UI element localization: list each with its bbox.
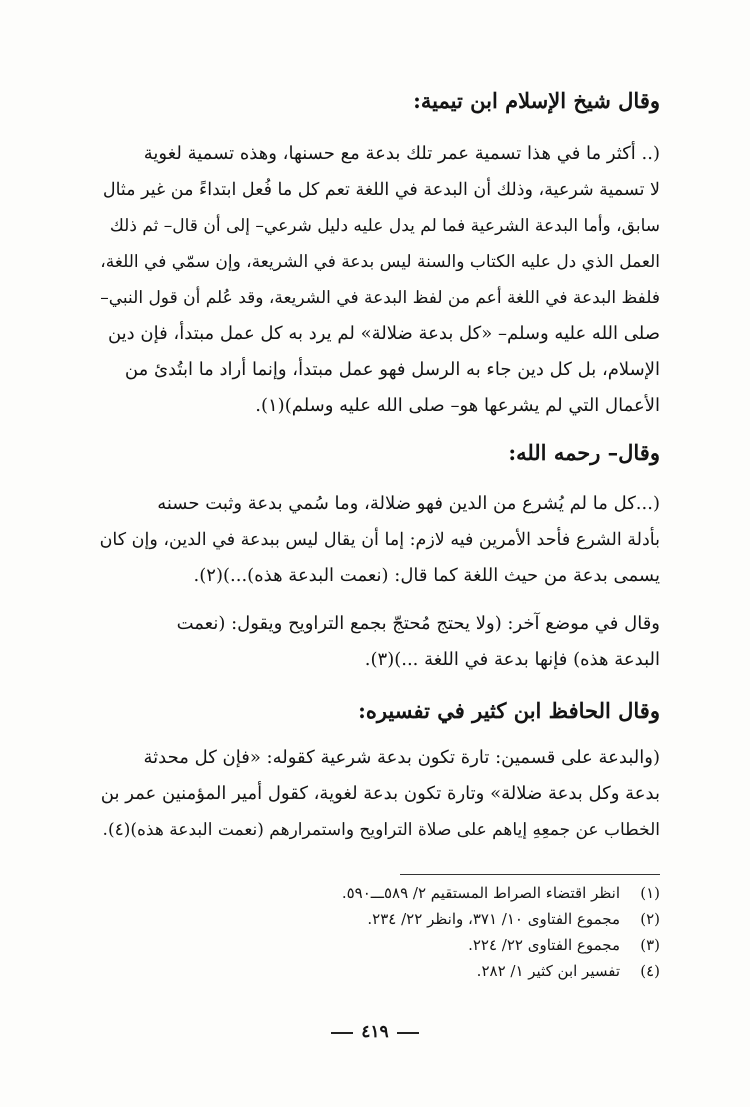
text-line: الأعمال التي لم يشرعها هو– صلى الله عليه وسلم)(١). <box>255 395 660 416</box>
text-line: البدعة هذه) فإنها بدعة في اللغة ...)(٣). <box>364 649 660 670</box>
footnote-number: (١) <box>640 884 660 902</box>
footnote-number: (٢) <box>640 910 660 928</box>
footnote-divider <box>400 874 660 875</box>
text-line: بأدلة الشرع فأحد الأمرين فيه لازم: إما أن يقال ليس ببدعة في الدين، وإن كان <box>100 530 660 550</box>
dash-left <box>397 1032 419 1034</box>
text-line: يسمى بدعة من حيث اللغة كما قال: (نعمت البدعة هذه)...)(٢). <box>193 565 660 586</box>
text-line: صلى الله عليه وسلم– «كل بدعة ضلالة» لم يرد به كل عمل مبتدأ، فإن دين <box>107 323 660 344</box>
section-heading-ibn-kathir: وقال الحافظ ابن كثير في تفسيره: <box>358 698 660 723</box>
page-number-value: ٤١٩ <box>361 1022 389 1042</box>
text-line: الخطاب عن جمعِهِ إياهم على صلاة التراويح واستمرارهم (نعمت البدعة هذه)(٤). <box>102 820 660 840</box>
page-number <box>0 1022 750 1042</box>
quote-paragraph-4 <box>100 740 660 848</box>
footnote-text: تفسير ابن كثير ١/ ٢٨٢. <box>476 962 620 980</box>
footnote-text: مجموع الفتاوى ٢٢/ ٢٢٤. <box>468 936 620 954</box>
text-line: الإسلام، بل كل دين جاء به الرسل فهو عمل مبتدأ، وإنما أراد ما ابتُدئ من <box>124 359 660 380</box>
text-line: العمل الذي دل عليه الكتاب والسنة ليس بدعة في الشريعة، وإن سمّي في اللغة، <box>100 252 660 272</box>
footnote-text: انظر اقتضاء الصراط المستقيم ٢/ ٥٨٩ـــ٥٩٠. <box>341 884 620 902</box>
footnote <box>160 880 660 906</box>
quote-paragraph-2 <box>100 486 660 594</box>
footnote <box>160 906 660 932</box>
footnote-number: (٤) <box>640 962 660 980</box>
text-line: (والبدعة على قسمين: تارة تكون بدعة شرعية كقوله: «فإن كل محدثة <box>143 747 660 768</box>
text-line: (...كل ما لم يُشرع من الدين فهو ضلالة، وما سُمي بدعة وثبت حسنه <box>157 493 660 514</box>
footnotes <box>160 880 660 984</box>
dash-right <box>331 1032 353 1034</box>
text-line: فلفظ البدعة في اللغة أعم من لفظ البدعة في الشريعة، وقد عُلم أن قول النبي– <box>100 288 660 308</box>
text-line: (.. أكثر ما في هذا تسمية عمر تلك بدعة مع حسنها، وهذه تسمية لغوية <box>143 143 660 164</box>
footnote <box>160 932 660 958</box>
quote-paragraph-1 <box>100 136 660 424</box>
text-line: وقال في موضع آخر: (ولا يحتج مُحتجّ بجمع التراويح ويقول: (نعمت <box>176 613 660 634</box>
text-line: بدعة وكل بدعة ضلالة» وتارة تكون بدعة لغوية، كقول أمير المؤمنين عمر بن <box>100 783 660 804</box>
section-heading-and-he-said: وقال– رحمه الله: <box>508 440 660 465</box>
footnote <box>160 958 660 984</box>
footnote-text: مجموع الفتاوى ١٠/ ٣٧١، وانظر ٢٢/ ٢٣٤. <box>367 910 620 928</box>
text-line: سابق، وأما البدعة الشرعية فما لم يدل عليه دليل شرعي– إلى أن قال– ثم ذلك <box>109 216 660 236</box>
quote-paragraph-3 <box>100 606 660 678</box>
text-line: لا تسمية شرعية، وذلك أن البدعة في اللغة تعم كل ما فُعل ابتداءً من غير مثال <box>102 180 660 200</box>
section-heading-ibn-taymiyyah: وقال شيخ الإسلام ابن تيمية: <box>413 88 660 113</box>
footnote-number: (٣) <box>640 936 660 954</box>
